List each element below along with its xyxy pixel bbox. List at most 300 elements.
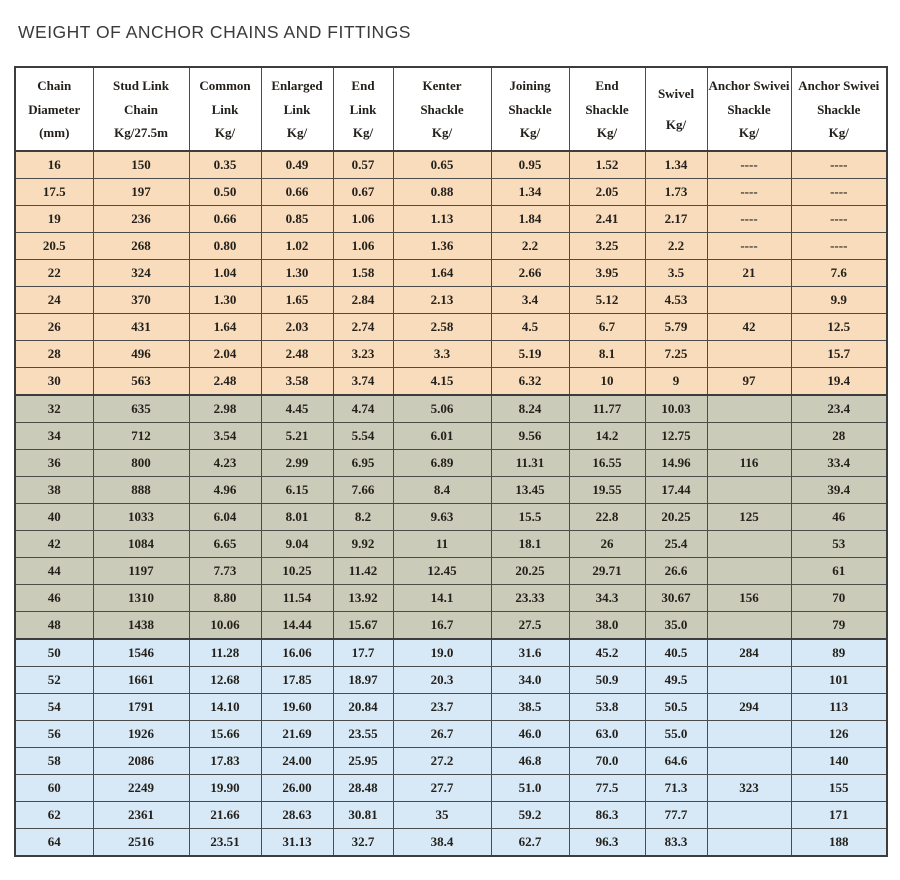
table-cell-swivel: 55.0 xyxy=(645,721,707,748)
table-cell-common-link: 6.04 xyxy=(189,504,261,531)
table-cell-anchor-swivei-shackle: 21 xyxy=(707,260,791,287)
table-cell-kenter-shackle: 20.3 xyxy=(393,667,491,694)
table-cell-anchor-swivei-shackle: ---- xyxy=(707,206,791,233)
table-cell-anchor-swivei-shackle xyxy=(707,667,791,694)
table-row xyxy=(15,287,887,314)
table-cell-enlarged-link: 9.04 xyxy=(261,531,333,558)
table-cell-kenter-shackle: 8.4 xyxy=(393,477,491,504)
column-header-line: Link xyxy=(283,101,311,117)
table-cell-joining-shackle: 15.5 xyxy=(491,504,569,531)
table-cell-joining-shackle: 34.0 xyxy=(491,667,569,694)
table-cell-kenter-shackle: 6.89 xyxy=(393,450,491,477)
table-cell-chain-diameter: 56 xyxy=(15,721,93,748)
table-cell-common-link: 1.64 xyxy=(189,314,261,341)
table-cell-stud-link-chain: 2086 xyxy=(93,748,189,775)
table-cell-anchor-swivei-shackle-2: 15.7 xyxy=(791,341,887,368)
table-cell-joining-shackle: 6.32 xyxy=(491,368,569,396)
table-cell-swivel: 50.5 xyxy=(645,694,707,721)
column-header-line: (mm) xyxy=(39,125,70,141)
table-cell-kenter-shackle: 35 xyxy=(393,802,491,829)
table-cell-anchor-swivei-shackle xyxy=(707,477,791,504)
column-header-line: Anchor Swivei xyxy=(798,77,880,93)
table-cell-anchor-swivei-shackle: 323 xyxy=(707,775,791,802)
table-cell-kenter-shackle: 2.58 xyxy=(393,314,491,341)
table-row xyxy=(15,395,887,423)
table-cell-chain-diameter: 50 xyxy=(15,639,93,667)
table-cell-anchor-swivei-shackle xyxy=(707,558,791,585)
column-header-stud-link-chain xyxy=(93,67,189,151)
table-cell-enlarged-link: 2.99 xyxy=(261,450,333,477)
column-header-anchor-swivei-shackle-2 xyxy=(791,67,887,151)
table-cell-anchor-swivei-shackle-2: ---- xyxy=(791,233,887,260)
table-cell-swivel: 64.6 xyxy=(645,748,707,775)
table-cell-stud-link-chain: 150 xyxy=(93,151,189,179)
table-cell-anchor-swivei-shackle xyxy=(707,721,791,748)
table-cell-anchor-swivei-shackle-2: 33.4 xyxy=(791,450,887,477)
table-cell-joining-shackle: 3.4 xyxy=(491,287,569,314)
table-cell-end-shackle: 14.2 xyxy=(569,423,645,450)
table-cell-joining-shackle: 13.45 xyxy=(491,477,569,504)
table-cell-enlarged-link: 6.15 xyxy=(261,477,333,504)
table-cell-joining-shackle: 27.5 xyxy=(491,612,569,640)
table-row xyxy=(15,829,887,857)
table-cell-end-shackle: 11.77 xyxy=(569,395,645,423)
table-cell-kenter-shackle: 16.7 xyxy=(393,612,491,640)
table-cell-end-shackle: 3.95 xyxy=(569,260,645,287)
table-cell-swivel: 2.17 xyxy=(645,206,707,233)
table-cell-end-shackle: 3.25 xyxy=(569,233,645,260)
table-row xyxy=(15,260,887,287)
table-cell-kenter-shackle: 0.88 xyxy=(393,179,491,206)
table-cell-kenter-shackle: 2.13 xyxy=(393,287,491,314)
table-cell-anchor-swivei-shackle-2: 126 xyxy=(791,721,887,748)
column-header-line: End xyxy=(351,77,375,93)
table-cell-joining-shackle: 31.6 xyxy=(491,639,569,667)
table-cell-joining-shackle: 46.0 xyxy=(491,721,569,748)
table-cell-chain-diameter: 26 xyxy=(15,314,93,341)
table-cell-common-link: 2.04 xyxy=(189,341,261,368)
table-cell-kenter-shackle: 1.36 xyxy=(393,233,491,260)
table-cell-anchor-swivei-shackle-2: 19.4 xyxy=(791,368,887,396)
table-row xyxy=(15,667,887,694)
table-cell-stud-link-chain: 1197 xyxy=(93,558,189,585)
table-cell-end-shackle: 2.05 xyxy=(569,179,645,206)
table-cell-common-link: 15.66 xyxy=(189,721,261,748)
table-cell-kenter-shackle: 11 xyxy=(393,531,491,558)
table-cell-anchor-swivei-shackle: ---- xyxy=(707,233,791,260)
table-row xyxy=(15,314,887,341)
table-cell-common-link: 4.96 xyxy=(189,477,261,504)
table-cell-enlarged-link: 21.69 xyxy=(261,721,333,748)
column-header-line: Shackle xyxy=(420,101,464,117)
table-cell-anchor-swivei-shackle-2: 39.4 xyxy=(791,477,887,504)
table-row xyxy=(15,179,887,206)
table-cell-end-link: 32.7 xyxy=(333,829,393,857)
table-cell-common-link: 19.90 xyxy=(189,775,261,802)
table-cell-chain-diameter: 38 xyxy=(15,477,93,504)
table-cell-enlarged-link: 19.60 xyxy=(261,694,333,721)
table-cell-common-link: 0.35 xyxy=(189,151,261,179)
table-cell-end-shackle: 70.0 xyxy=(569,748,645,775)
table-cell-anchor-swivei-shackle: 42 xyxy=(707,314,791,341)
table-row xyxy=(15,206,887,233)
table-cell-swivel: 71.3 xyxy=(645,775,707,802)
table-cell-chain-diameter: 20.5 xyxy=(15,233,93,260)
column-header-kenter-shackle xyxy=(393,67,491,151)
column-header-line: Shackle xyxy=(817,101,861,117)
table-cell-joining-shackle: 1.34 xyxy=(491,179,569,206)
column-header-line: Stud Link xyxy=(112,77,169,93)
table-cell-common-link: 23.51 xyxy=(189,829,261,857)
table-cell-anchor-swivei-shackle-2: 101 xyxy=(791,667,887,694)
column-header-line: Anchor Swivei xyxy=(708,77,790,93)
column-header-line: Shackle xyxy=(508,101,552,117)
table-cell-stud-link-chain: 800 xyxy=(93,450,189,477)
table-cell-chain-diameter: 34 xyxy=(15,423,93,450)
table-cell-swivel: 30.67 xyxy=(645,585,707,612)
table-cell-swivel: 83.3 xyxy=(645,829,707,857)
column-header-line: Shackle xyxy=(727,101,771,117)
column-header-end-shackle xyxy=(569,67,645,151)
table-row xyxy=(15,748,887,775)
table-cell-swivel: 77.7 xyxy=(645,802,707,829)
table-cell-common-link: 17.83 xyxy=(189,748,261,775)
table-row xyxy=(15,151,887,179)
table-cell-kenter-shackle: 23.7 xyxy=(393,694,491,721)
column-header-line: Kg/ xyxy=(214,125,236,141)
table-cell-anchor-swivei-shackle xyxy=(707,612,791,640)
table-cell-kenter-shackle: 27.7 xyxy=(393,775,491,802)
table-cell-anchor-swivei-shackle-2: 188 xyxy=(791,829,887,857)
table-cell-common-link: 6.65 xyxy=(189,531,261,558)
table-cell-enlarged-link: 10.25 xyxy=(261,558,333,585)
table-cell-chain-diameter: 40 xyxy=(15,504,93,531)
table-cell-end-link: 3.74 xyxy=(333,368,393,396)
table-cell-anchor-swivei-shackle-2: ---- xyxy=(791,151,887,179)
table-cell-stud-link-chain: 1546 xyxy=(93,639,189,667)
table-cell-end-link: 2.74 xyxy=(333,314,393,341)
table-cell-anchor-swivei-shackle: 97 xyxy=(707,368,791,396)
table-cell-enlarged-link: 8.01 xyxy=(261,504,333,531)
table-cell-chain-diameter: 24 xyxy=(15,287,93,314)
table-cell-end-link: 6.95 xyxy=(333,450,393,477)
table-cell-enlarged-link: 26.00 xyxy=(261,775,333,802)
table-cell-joining-shackle: 8.24 xyxy=(491,395,569,423)
column-header-line: Kg/ xyxy=(665,117,687,133)
table-cell-end-shackle: 29.71 xyxy=(569,558,645,585)
table-cell-swivel: 25.4 xyxy=(645,531,707,558)
table-cell-end-shackle: 22.8 xyxy=(569,504,645,531)
table-cell-enlarged-link: 1.02 xyxy=(261,233,333,260)
table-cell-kenter-shackle: 14.1 xyxy=(393,585,491,612)
column-header-line: Kg/27.5m xyxy=(114,125,168,141)
table-cell-joining-shackle: 0.95 xyxy=(491,151,569,179)
column-header-line: Enlarged xyxy=(271,77,323,93)
table-cell-enlarged-link: 5.21 xyxy=(261,423,333,450)
table-cell-swivel: 17.44 xyxy=(645,477,707,504)
table-cell-enlarged-link: 2.48 xyxy=(261,341,333,368)
table-row xyxy=(15,341,887,368)
table-row xyxy=(15,721,887,748)
table-row xyxy=(15,612,887,640)
table-cell-enlarged-link: 31.13 xyxy=(261,829,333,857)
table-cell-common-link: 0.66 xyxy=(189,206,261,233)
table-cell-kenter-shackle: 4.15 xyxy=(393,368,491,396)
table-cell-anchor-swivei-shackle: 284 xyxy=(707,639,791,667)
column-header-line: Kg/ xyxy=(286,125,308,141)
table-cell-end-shackle: 5.12 xyxy=(569,287,645,314)
table-cell-chain-diameter: 22 xyxy=(15,260,93,287)
table-cell-stud-link-chain: 635 xyxy=(93,395,189,423)
table-cell-anchor-swivei-shackle-2: 7.6 xyxy=(791,260,887,287)
table-cell-anchor-swivei-shackle-2: 113 xyxy=(791,694,887,721)
table-cell-stud-link-chain: 563 xyxy=(93,368,189,396)
table-cell-end-link: 25.95 xyxy=(333,748,393,775)
table-cell-common-link: 12.68 xyxy=(189,667,261,694)
table-cell-kenter-shackle: 38.4 xyxy=(393,829,491,857)
table-cell-anchor-swivei-shackle-2: 155 xyxy=(791,775,887,802)
table-cell-swivel: 35.0 xyxy=(645,612,707,640)
table-cell-swivel: 1.73 xyxy=(645,179,707,206)
table-body xyxy=(15,151,887,856)
table-cell-stud-link-chain: 1084 xyxy=(93,531,189,558)
table-cell-enlarged-link: 0.49 xyxy=(261,151,333,179)
table-cell-joining-shackle: 9.56 xyxy=(491,423,569,450)
table-cell-chain-diameter: 17.5 xyxy=(15,179,93,206)
header-row xyxy=(15,67,887,151)
column-header-line: Kenter xyxy=(422,77,462,93)
table-cell-end-shackle: 86.3 xyxy=(569,802,645,829)
table-cell-common-link: 3.54 xyxy=(189,423,261,450)
table-cell-chain-diameter: 32 xyxy=(15,395,93,423)
column-header-line: Joining xyxy=(509,77,551,93)
table-row xyxy=(15,585,887,612)
table-cell-chain-diameter: 30 xyxy=(15,368,93,396)
table-cell-stud-link-chain: 1661 xyxy=(93,667,189,694)
table-cell-end-link: 8.2 xyxy=(333,504,393,531)
table-cell-kenter-shackle: 9.63 xyxy=(393,504,491,531)
table-cell-end-link: 9.92 xyxy=(333,531,393,558)
table-cell-anchor-swivei-shackle-2: 12.5 xyxy=(791,314,887,341)
table-cell-joining-shackle: 51.0 xyxy=(491,775,569,802)
table-cell-joining-shackle: 38.5 xyxy=(491,694,569,721)
table-cell-stud-link-chain: 236 xyxy=(93,206,189,233)
table-cell-chain-diameter: 42 xyxy=(15,531,93,558)
table-cell-chain-diameter: 60 xyxy=(15,775,93,802)
table-cell-end-link: 1.06 xyxy=(333,206,393,233)
table-cell-end-shackle: 63.0 xyxy=(569,721,645,748)
table-cell-chain-diameter: 28 xyxy=(15,341,93,368)
table-cell-common-link: 21.66 xyxy=(189,802,261,829)
table-cell-end-link: 0.57 xyxy=(333,151,393,179)
table-cell-stud-link-chain: 2249 xyxy=(93,775,189,802)
table-cell-enlarged-link: 2.03 xyxy=(261,314,333,341)
column-header-line: Kg/ xyxy=(431,125,453,141)
table-cell-enlarged-link: 24.00 xyxy=(261,748,333,775)
table-cell-end-shackle: 96.3 xyxy=(569,829,645,857)
table-cell-end-shackle: 34.3 xyxy=(569,585,645,612)
table-cell-swivel: 14.96 xyxy=(645,450,707,477)
table-cell-joining-shackle: 46.8 xyxy=(491,748,569,775)
table-cell-end-shackle: 19.55 xyxy=(569,477,645,504)
table-cell-common-link: 14.10 xyxy=(189,694,261,721)
table-cell-stud-link-chain: 431 xyxy=(93,314,189,341)
table-cell-end-link: 15.67 xyxy=(333,612,393,640)
table-cell-chain-diameter: 16 xyxy=(15,151,93,179)
table-cell-chain-diameter: 62 xyxy=(15,802,93,829)
column-header-swivel xyxy=(645,67,707,151)
column-header-chain-diameter xyxy=(15,67,93,151)
page-title: WEIGHT OF ANCHOR CHAINS AND FITTINGS xyxy=(18,22,411,42)
column-header-line: Link xyxy=(349,101,377,117)
table-cell-anchor-swivei-shackle-2: 23.4 xyxy=(791,395,887,423)
table-cell-common-link: 2.98 xyxy=(189,395,261,423)
table-header xyxy=(15,67,887,151)
table-cell-joining-shackle: 2.2 xyxy=(491,233,569,260)
table-cell-joining-shackle: 5.19 xyxy=(491,341,569,368)
column-header-line: Kg/ xyxy=(738,125,760,141)
table-cell-stud-link-chain: 496 xyxy=(93,341,189,368)
table-cell-joining-shackle: 2.66 xyxy=(491,260,569,287)
column-header-line: Diameter xyxy=(28,101,81,117)
table-cell-chain-diameter: 64 xyxy=(15,829,93,857)
table-cell-end-link: 0.67 xyxy=(333,179,393,206)
table-cell-chain-diameter: 52 xyxy=(15,667,93,694)
table-cell-end-link: 20.84 xyxy=(333,694,393,721)
table-cell-end-link: 30.81 xyxy=(333,802,393,829)
table-cell-anchor-swivei-shackle xyxy=(707,395,791,423)
table-cell-anchor-swivei-shackle-2: 140 xyxy=(791,748,887,775)
table-cell-anchor-swivei-shackle-2: ---- xyxy=(791,206,887,233)
table-row xyxy=(15,558,887,585)
table-cell-end-link: 3.23 xyxy=(333,341,393,368)
table-cell-kenter-shackle: 27.2 xyxy=(393,748,491,775)
table-cell-end-shackle: 45.2 xyxy=(569,639,645,667)
table-cell-end-link: 1.58 xyxy=(333,260,393,287)
table-cell-anchor-swivei-shackle-2: 70 xyxy=(791,585,887,612)
table-cell-common-link: 11.28 xyxy=(189,639,261,667)
table-cell-anchor-swivei-shackle: 125 xyxy=(707,504,791,531)
table-cell-swivel: 20.25 xyxy=(645,504,707,531)
table-cell-anchor-swivei-shackle xyxy=(707,531,791,558)
table-cell-stud-link-chain: 888 xyxy=(93,477,189,504)
table-cell-swivel: 49.5 xyxy=(645,667,707,694)
table-cell-stud-link-chain: 1310 xyxy=(93,585,189,612)
table-cell-end-shackle: 26 xyxy=(569,531,645,558)
column-header-end-link xyxy=(333,67,393,151)
column-header-anchor-swivei-shackle xyxy=(707,67,791,151)
table-cell-swivel: 40.5 xyxy=(645,639,707,667)
table-row xyxy=(15,233,887,260)
table-cell-common-link: 1.30 xyxy=(189,287,261,314)
table-cell-kenter-shackle: 1.13 xyxy=(393,206,491,233)
table-cell-end-shackle: 6.7 xyxy=(569,314,645,341)
table-cell-swivel: 2.2 xyxy=(645,233,707,260)
table-cell-end-link: 1.06 xyxy=(333,233,393,260)
table-cell-joining-shackle: 20.25 xyxy=(491,558,569,585)
table-cell-end-link: 5.54 xyxy=(333,423,393,450)
table-cell-anchor-swivei-shackle xyxy=(707,802,791,829)
column-header-line: Kg/ xyxy=(596,125,618,141)
table-cell-swivel: 26.6 xyxy=(645,558,707,585)
column-header-line: Common xyxy=(199,77,251,93)
table-cell-swivel: 10.03 xyxy=(645,395,707,423)
table-cell-anchor-swivei-shackle-2: ---- xyxy=(791,179,887,206)
table-cell-kenter-shackle: 26.7 xyxy=(393,721,491,748)
table-cell-anchor-swivei-shackle-2: 46 xyxy=(791,504,887,531)
table-cell-end-link: 28.48 xyxy=(333,775,393,802)
table-cell-end-link: 7.66 xyxy=(333,477,393,504)
table-cell-stud-link-chain: 197 xyxy=(93,179,189,206)
table-row xyxy=(15,775,887,802)
table-cell-kenter-shackle: 19.0 xyxy=(393,639,491,667)
table-cell-end-shackle: 2.41 xyxy=(569,206,645,233)
table-cell-joining-shackle: 1.84 xyxy=(491,206,569,233)
table-cell-common-link: 1.04 xyxy=(189,260,261,287)
table-cell-kenter-shackle: 12.45 xyxy=(393,558,491,585)
table-cell-end-link: 13.92 xyxy=(333,585,393,612)
table-cell-common-link: 10.06 xyxy=(189,612,261,640)
column-header-line: Kg/ xyxy=(352,125,374,141)
table-cell-enlarged-link: 3.58 xyxy=(261,368,333,396)
table-cell-anchor-swivei-shackle-2: 53 xyxy=(791,531,887,558)
table-cell-end-link: 4.74 xyxy=(333,395,393,423)
table-cell-anchor-swivei-shackle xyxy=(707,341,791,368)
table-cell-end-link: 11.42 xyxy=(333,558,393,585)
column-header-line: Chain xyxy=(37,77,72,93)
table-cell-stud-link-chain: 1791 xyxy=(93,694,189,721)
table-cell-chain-diameter: 36 xyxy=(15,450,93,477)
table-cell-stud-link-chain: 712 xyxy=(93,423,189,450)
table-cell-kenter-shackle: 1.64 xyxy=(393,260,491,287)
table-cell-anchor-swivei-shackle xyxy=(707,423,791,450)
table-cell-chain-diameter: 58 xyxy=(15,748,93,775)
table-cell-kenter-shackle: 3.3 xyxy=(393,341,491,368)
column-header-line: Kg/ xyxy=(519,125,541,141)
table-cell-end-link: 17.7 xyxy=(333,639,393,667)
table-cell-chain-diameter: 48 xyxy=(15,612,93,640)
table-cell-anchor-swivei-shackle xyxy=(707,287,791,314)
table-cell-swivel: 1.34 xyxy=(645,151,707,179)
table-cell-common-link: 0.50 xyxy=(189,179,261,206)
table-cell-stud-link-chain: 324 xyxy=(93,260,189,287)
table-cell-swivel: 12.75 xyxy=(645,423,707,450)
table-cell-joining-shackle: 18.1 xyxy=(491,531,569,558)
table-cell-enlarged-link: 0.85 xyxy=(261,206,333,233)
table-cell-swivel: 5.79 xyxy=(645,314,707,341)
column-header-line: End xyxy=(595,77,619,93)
table-cell-anchor-swivei-shackle-2: 89 xyxy=(791,639,887,667)
table-cell-kenter-shackle: 0.65 xyxy=(393,151,491,179)
column-header-line: Shackle xyxy=(585,101,629,117)
table-cell-end-shackle: 1.52 xyxy=(569,151,645,179)
table-row xyxy=(15,802,887,829)
table-cell-anchor-swivei-shackle: 294 xyxy=(707,694,791,721)
table-row xyxy=(15,694,887,721)
table-row xyxy=(15,639,887,667)
table-cell-end-link: 23.55 xyxy=(333,721,393,748)
table-cell-joining-shackle: 62.7 xyxy=(491,829,569,857)
table-cell-joining-shackle: 23.33 xyxy=(491,585,569,612)
table-cell-kenter-shackle: 5.06 xyxy=(393,395,491,423)
table-cell-kenter-shackle: 6.01 xyxy=(393,423,491,450)
table-cell-stud-link-chain: 1033 xyxy=(93,504,189,531)
table-cell-common-link: 7.73 xyxy=(189,558,261,585)
table-cell-common-link: 0.80 xyxy=(189,233,261,260)
table-cell-anchor-swivei-shackle: 156 xyxy=(707,585,791,612)
table-row xyxy=(15,477,887,504)
table-row xyxy=(15,450,887,477)
